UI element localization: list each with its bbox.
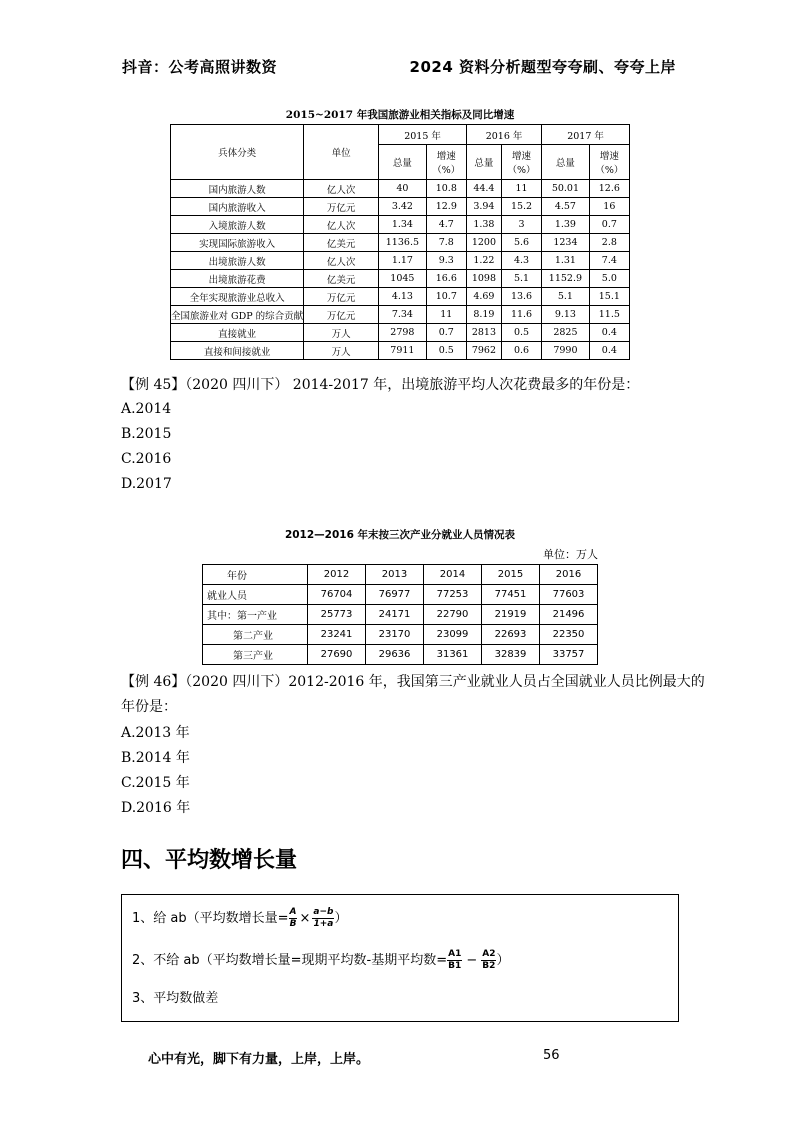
- table-cell: 7.34: [379, 306, 427, 324]
- table-cell: 1136.5: [379, 234, 427, 252]
- row-unit: 亿人次: [304, 180, 379, 198]
- table-cell: 1234: [542, 234, 590, 252]
- table-cell: 5.0: [589, 270, 629, 288]
- q45-option-b: B.2015: [121, 426, 172, 442]
- table-cell: 0.4: [589, 342, 629, 360]
- table2-body: [203, 585, 598, 665]
- table-cell: 3.94: [466, 198, 501, 216]
- table-row: [171, 342, 630, 360]
- tourism-table: [170, 124, 630, 360]
- table-cell: 23170: [366, 625, 424, 645]
- q46-stem-line1: 【例 46】（2020 四川下）2012-2016 年，我国第三产业就业人员占全国就业人员比例最大的: [121, 674, 705, 690]
- table-cell: 1.17: [379, 252, 427, 270]
- table-cell: 1045: [379, 270, 427, 288]
- fraction-a-over-b: [289, 907, 298, 930]
- fraction-a1-over-b1: [447, 949, 462, 972]
- table-cell: 3.42: [379, 198, 427, 216]
- table-cell: 23241: [308, 625, 366, 645]
- table-cell: 24171: [366, 605, 424, 625]
- table-cell: 5.1: [542, 288, 590, 306]
- table-cell: 9.13: [542, 306, 590, 324]
- table-cell: 76977: [366, 585, 424, 605]
- table-cell: 1152.9: [542, 270, 590, 288]
- table-cell: 2.8: [589, 234, 629, 252]
- table-cell: 31361: [424, 645, 482, 665]
- table-cell: 1.39: [542, 216, 590, 234]
- table-cell: 7.8: [426, 234, 466, 252]
- fraction-growth-rate: [312, 907, 334, 930]
- table-cell: 25773: [308, 605, 366, 625]
- year-header: 2016 年: [466, 125, 541, 145]
- row-name: 全年实现旅游业总收入: [171, 288, 304, 306]
- table-cell: 33757: [540, 645, 598, 665]
- q46-option-b: B.2014 年: [121, 750, 190, 766]
- row-unit: 万亿元: [304, 306, 379, 324]
- minus-sign: −: [466, 953, 478, 968]
- row-unit: 亿人次: [304, 252, 379, 270]
- q46-option-c: C.2015 年: [121, 775, 190, 791]
- sub-growth: [426, 145, 466, 180]
- q46-option-a: A.2013 年: [121, 725, 190, 741]
- row-unit: 万人: [304, 324, 379, 342]
- growth-label: 增速: [512, 151, 532, 162]
- pct-label: （%）: [507, 165, 536, 176]
- formula-line-1: [132, 907, 347, 930]
- q45-option-c: C.2016: [121, 451, 172, 467]
- table-cell: 2798: [379, 324, 427, 342]
- frac-numerator: A: [289, 907, 297, 917]
- row-name: 实现国际旅游收入: [171, 234, 304, 252]
- year-label: 年份: [203, 565, 308, 585]
- table2-unit-note: 单位：万人: [543, 548, 598, 561]
- frac-denominator: B1: [448, 961, 462, 971]
- table-cell: 21919: [482, 605, 540, 625]
- table-cell: 32839: [482, 645, 540, 665]
- row-name: 其中：第一产业: [203, 605, 308, 625]
- header-left-text: 抖音：公考高照讲数资: [122, 58, 278, 76]
- q46-option-d: D.2016 年: [121, 800, 191, 816]
- table-row: [171, 252, 630, 270]
- formula-line-2: [132, 949, 510, 972]
- table-cell: 7911: [379, 342, 427, 360]
- q46-stem-line2: 年份是：: [121, 699, 177, 715]
- table-cell: 22790: [424, 605, 482, 625]
- table-cell: 22350: [540, 625, 598, 645]
- table-cell: 11: [501, 180, 541, 198]
- row-name: 直接和间接就业: [171, 342, 304, 360]
- table-cell: 12.9: [426, 198, 466, 216]
- row-unit: 亿人次: [304, 216, 379, 234]
- table-row: [171, 180, 630, 198]
- sub-total: 总量: [542, 145, 590, 180]
- table2-caption: 2012—2016 年末按三次产业分就业人员情况表: [284, 529, 516, 541]
- table-cell: 11: [426, 306, 466, 324]
- growth-label: 增速: [436, 151, 456, 162]
- growth-label: 增速: [599, 151, 619, 162]
- row-name: 入境旅游人数: [171, 216, 304, 234]
- table-cell: 40: [379, 180, 427, 198]
- table-row: [203, 605, 598, 625]
- row-name: 全国旅游业对 GDP 的综合贡献: [171, 306, 304, 324]
- footer-motto: 心中有光，脚下有力量，上岸，上岸。: [148, 1052, 370, 1067]
- row-name: 第三产业: [203, 645, 308, 665]
- row-unit: 万亿元: [304, 198, 379, 216]
- sub-total: 总量: [379, 145, 427, 180]
- row-name: 国内旅游收入: [171, 198, 304, 216]
- table-row: [171, 306, 630, 324]
- formula-line-3: 3、平均数做差: [132, 991, 219, 1006]
- fraction-a2-over-b2: [481, 949, 496, 972]
- frac-numerator: a−b: [313, 907, 334, 917]
- col-category: 兵体分类: [171, 125, 304, 180]
- row-unit: 亿美元: [304, 270, 379, 288]
- table-cell: 0.5: [426, 342, 466, 360]
- sub-growth: [501, 145, 541, 180]
- row-name: 第二产业: [203, 625, 308, 645]
- table-cell: 9.3: [426, 252, 466, 270]
- table-cell: 1200: [466, 234, 501, 252]
- table-cell: 1.22: [466, 252, 501, 270]
- row-name: 国内旅游人数: [171, 180, 304, 198]
- frac-numerator: A2: [482, 949, 496, 959]
- year-cell: 2012: [308, 565, 366, 585]
- table-cell: 4.57: [542, 198, 590, 216]
- row-name: 出境旅游花费: [171, 270, 304, 288]
- table-cell: 0.5: [501, 324, 541, 342]
- table-cell: 15.2: [501, 198, 541, 216]
- table-cell: 0.6: [501, 342, 541, 360]
- table-cell: 1.31: [542, 252, 590, 270]
- table-cell: 1.38: [466, 216, 501, 234]
- table-row: [171, 198, 630, 216]
- frac-denominator: B: [289, 919, 297, 929]
- table-cell: 27690: [308, 645, 366, 665]
- table-cell: 3: [501, 216, 541, 234]
- table-cell: 5.1: [501, 270, 541, 288]
- table-cell: 77451: [482, 585, 540, 605]
- row-unit: 万人: [304, 342, 379, 360]
- row-name: 就业人员: [203, 585, 308, 605]
- table-row: [171, 234, 630, 252]
- row-name: 直接就业: [171, 324, 304, 342]
- pct-label: （%）: [595, 165, 624, 176]
- formula1-suffix: ）: [334, 911, 348, 926]
- table-cell: 77253: [424, 585, 482, 605]
- table-row: [171, 324, 630, 342]
- table-cell: 2813: [466, 324, 501, 342]
- table-cell: 50.01: [542, 180, 590, 198]
- header-right-text: 2024 资料分析题型夸夸刷、夸夸上岸: [409, 58, 676, 76]
- q45-option-d: D.2017: [121, 476, 172, 492]
- table-cell: 29636: [366, 645, 424, 665]
- table-cell: 44.4: [466, 180, 501, 198]
- table-row: [203, 585, 598, 605]
- table-cell: 1.34: [379, 216, 427, 234]
- table-cell: 0.7: [589, 216, 629, 234]
- table-cell: 76704: [308, 585, 366, 605]
- sub-total: 总量: [466, 145, 501, 180]
- table-cell: 16: [589, 198, 629, 216]
- table-cell: 5.6: [501, 234, 541, 252]
- table-cell: 8.19: [466, 306, 501, 324]
- table-cell: 15.1: [589, 288, 629, 306]
- table-cell: 21496: [540, 605, 598, 625]
- table-cell: 4.13: [379, 288, 427, 306]
- table-cell: 10.7: [426, 288, 466, 306]
- sub-growth: [589, 145, 629, 180]
- table-cell: 7962: [466, 342, 501, 360]
- formula1-prefix: 1、给 ab（平均数增长量=: [132, 911, 289, 926]
- table-row: [171, 288, 630, 306]
- table-cell: 23099: [424, 625, 482, 645]
- year-header: 2017 年: [542, 125, 630, 145]
- formula2-prefix: 2、不给 ab（平均数增长量=现期平均数-基期平均数=: [132, 953, 448, 968]
- year-header: 2015 年: [379, 125, 467, 145]
- year-cell: 2016: [540, 565, 598, 585]
- table-cell: 2825: [542, 324, 590, 342]
- formula2-suffix: ）: [496, 953, 510, 968]
- table-cell: 0.7: [426, 324, 466, 342]
- row-name: 出境旅游人数: [171, 252, 304, 270]
- table-cell: 7990: [542, 342, 590, 360]
- table-cell: 13.6: [501, 288, 541, 306]
- table1-body: [171, 180, 630, 360]
- table-cell: 11.6: [501, 306, 541, 324]
- table-cell: 77603: [540, 585, 598, 605]
- section-title: 四、平均数增长量: [121, 848, 298, 873]
- table-cell: 16.6: [426, 270, 466, 288]
- employment-table: [202, 564, 598, 665]
- page-number: 56: [543, 1048, 560, 1063]
- table-row: [203, 625, 598, 645]
- row-unit: 万亿元: [304, 288, 379, 306]
- frac-numerator: A1: [448, 949, 462, 959]
- times-sign: ×: [299, 911, 311, 926]
- year-cell: 2013: [366, 565, 424, 585]
- q45-stem: 【例 45】（2020 四川下） 2014-2017 年，出境旅游平均人次花费最多的年份是：: [121, 377, 640, 393]
- table-cell: 4.7: [426, 216, 466, 234]
- table1-caption: 2015~2017 年我国旅游业相关指标及同比增速: [285, 109, 515, 121]
- table-row: [171, 216, 630, 234]
- q45-option-a: A.2014: [121, 401, 172, 417]
- col-unit: 单位: [304, 125, 379, 180]
- frac-denominator: B2: [482, 961, 496, 971]
- frac-denominator: 1+a: [313, 919, 334, 929]
- row-unit: 亿美元: [304, 234, 379, 252]
- table-cell: 11.5: [589, 306, 629, 324]
- table-cell: 4.69: [466, 288, 501, 306]
- table-cell: 1098: [466, 270, 501, 288]
- formula-box: [121, 894, 679, 1022]
- year-cell: 2015: [482, 565, 540, 585]
- year-cell: 2014: [424, 565, 482, 585]
- table-cell: 22693: [482, 625, 540, 645]
- table-cell: 4.3: [501, 252, 541, 270]
- table-row: [171, 270, 630, 288]
- table-cell: 0.4: [589, 324, 629, 342]
- table-cell: 12.6: [589, 180, 629, 198]
- pct-label: （%）: [432, 165, 461, 176]
- table-cell: 10.8: [426, 180, 466, 198]
- table-row: [203, 645, 598, 665]
- table-cell: 7.4: [589, 252, 629, 270]
